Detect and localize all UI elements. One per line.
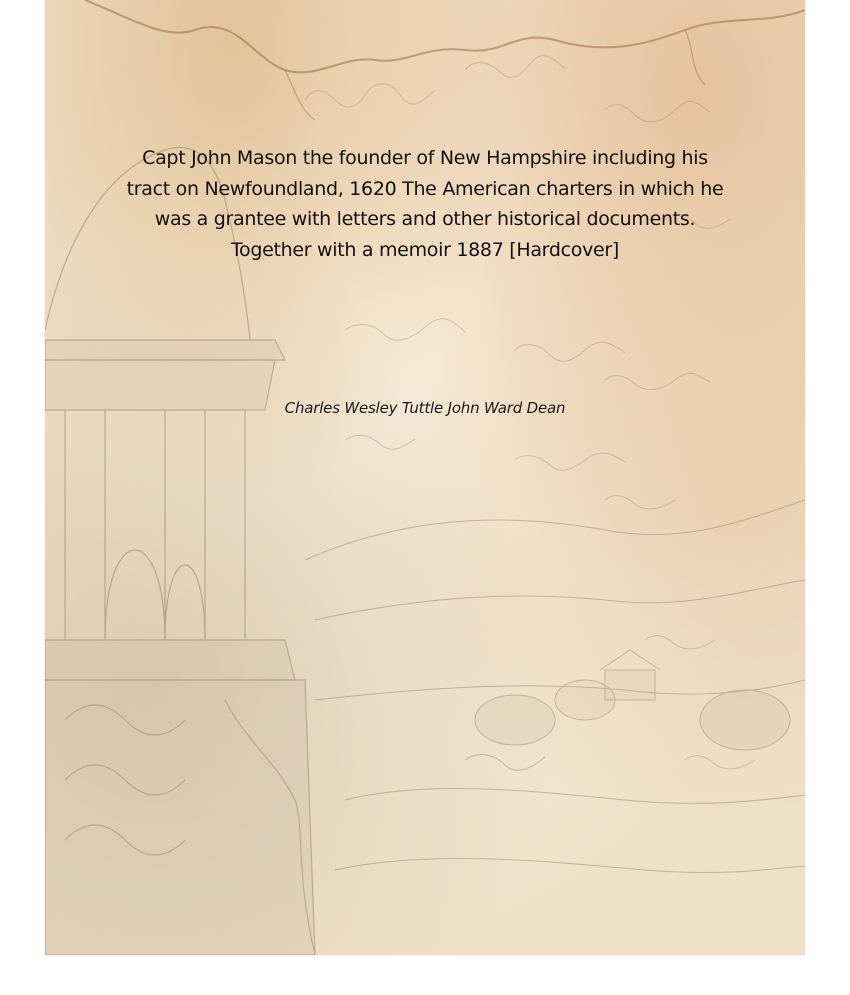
book-cover [45, 0, 805, 955]
book-author: Charles Wesley Tuttle John Ward Dean [284, 399, 566, 417]
book-title: Capt John Mason the founder of New Hampshire including his tract on Newfoundland, 1620 The American charters in which he was a grantee with letters and other historical documents. Together with a memoir 1887 [Hardcover] [126, 147, 724, 261]
